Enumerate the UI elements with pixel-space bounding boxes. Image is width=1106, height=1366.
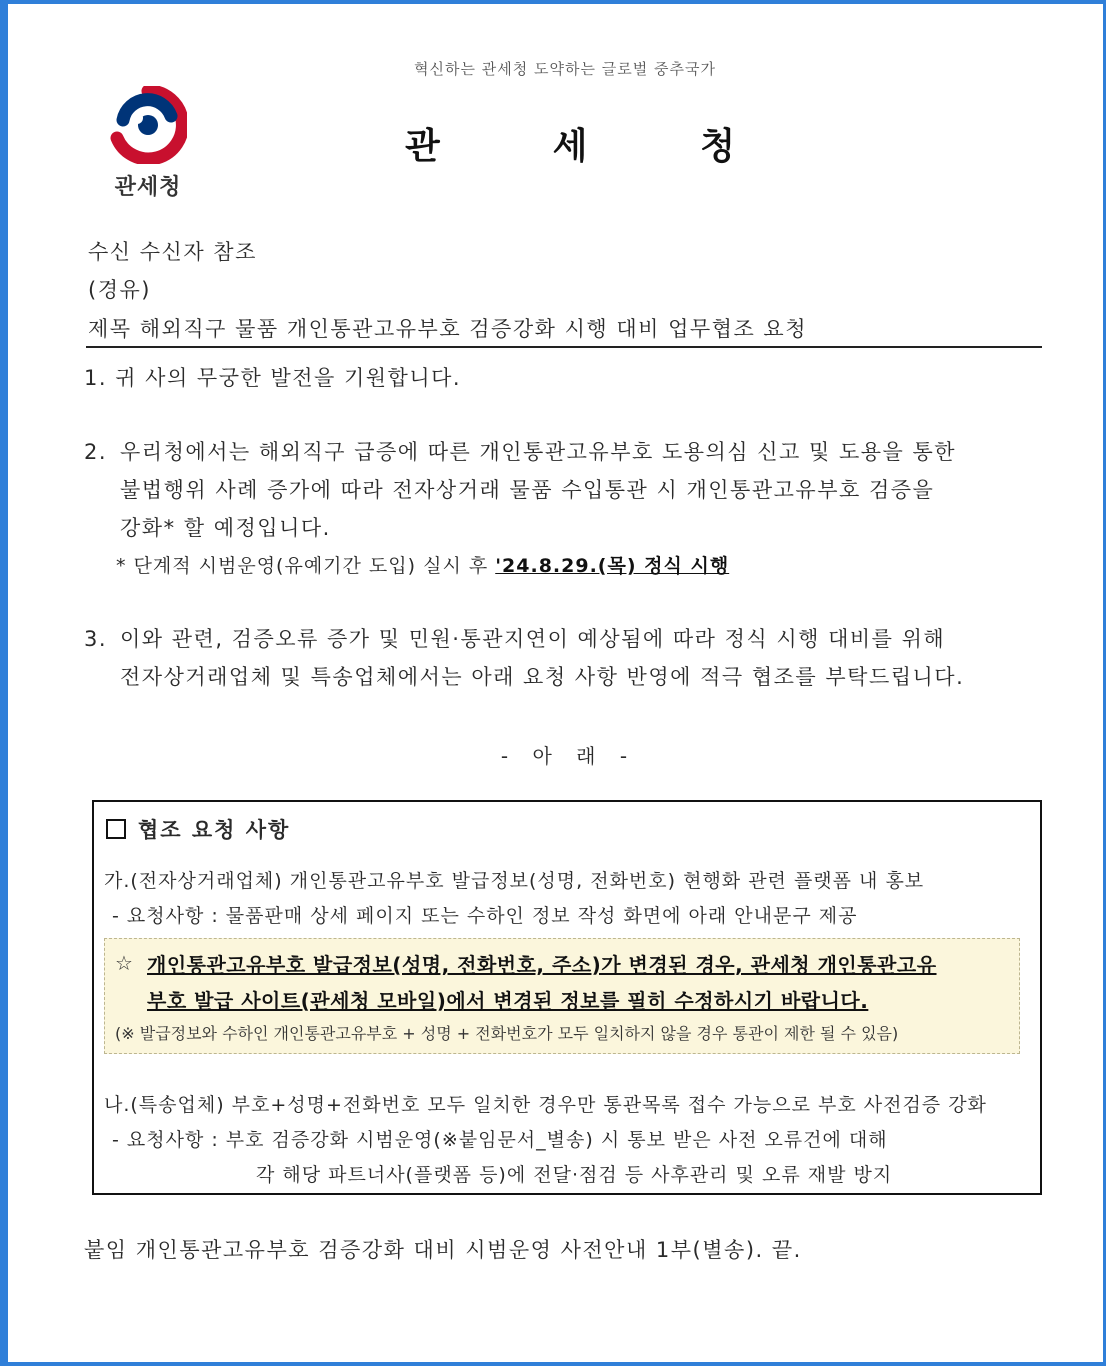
paragraph-line: 불법행위 사례 증가에 따라 전자상거래 물품 수입통관 시 개인통관고유부호 검증을 <box>120 478 935 502</box>
item-b-request: - 요청사항 : 부호 검증강화 시범운영(※붙임문서_별송) 시 통보 받은 사전 오류건에 대해 <box>112 1129 888 1151</box>
notice-remark: (※ 발급정보와 수하인 개인통관고유부호 + 성명 + 전화번호가 모두 일치하지 않을 경우 통관이 제한 될 수 있음) <box>115 1024 899 1043</box>
notice-box <box>104 938 1020 1054</box>
below-heading: - 아 래 - <box>500 744 630 768</box>
paragraph-2 <box>84 433 1044 547</box>
star-icon: ☆ <box>115 951 133 975</box>
item-b: 나.(특송업체) 부호+성명+전화번호 모두 일치한 경우만 통관목록 접수 가능으로 부호 사전검증 강화 <box>104 1094 987 1116</box>
footnote-text: * 단계적 시범운영(유예기간 도입) 실시 후 <box>116 555 496 577</box>
notice-line: 개인통관고유부호 발급정보(성명, 전화번호, 주소)가 변경된 경우, 관세청 개인통관고유 <box>147 953 937 977</box>
item-a: 가.(전자상거래업체) 개인통관고유부호 발급정보(성명, 전화번호) 현행화 관련 플랫폼 내 홍보 <box>104 870 925 892</box>
paragraph-line: 전자상거래업체 및 특송업체에서는 아래 요청 사항 반영에 적극 협조를 부탁드립니다. <box>120 665 965 689</box>
frame-bottom <box>0 1362 1106 1366</box>
paragraph-line: 강화* 할 예정입니다. <box>120 516 331 540</box>
paragraph-number: 2. <box>84 440 108 464</box>
box-title-text: 협조 요청 사항 <box>138 818 291 842</box>
frame-left <box>0 0 8 1366</box>
box-title <box>106 814 290 844</box>
attachment-line: 붙임 개인통관고유부호 검증강화 대비 시범운영 사전안내 1부(별송). 끝. <box>84 1238 802 1262</box>
paragraph-1: 1. 귀 사의 무궁한 발전을 기원합니다. <box>84 366 462 390</box>
paragraph-line: 우리청에서는 해외직구 급증에 따른 개인통관고유부호 도용의심 신고 및 도용을 통한 <box>120 440 957 464</box>
agency-name <box>405 118 735 169</box>
agency-logo <box>100 86 196 201</box>
via: (경유) <box>88 278 151 302</box>
subject-divider <box>86 346 1042 348</box>
slogan: 혁신하는 관세청 도약하는 글로벌 중추국가 <box>414 60 716 78</box>
paragraph-line: 이와 관련, 검증오류 증가 및 민원·통관지연이 예상됨에 따라 정식 시행 대비를 위해 <box>120 627 946 651</box>
footnote <box>116 551 729 578</box>
agency-char: 세 <box>552 126 588 167</box>
agency-char: 청 <box>700 126 735 167</box>
paragraph-3 <box>84 620 1044 696</box>
item-a-request: - 요청사항 : 물품판매 상세 페이지 또는 수하인 정보 작성 화면에 아래 안내문구 제공 <box>112 905 858 927</box>
notice-line: 부호 발급 사이트(관세청 모바일)에서 변경된 정보를 필히 수정하시기 바랍니다. <box>147 989 869 1013</box>
taegeuk-emblem-icon <box>109 86 187 164</box>
agency-char: 관 <box>405 126 440 167</box>
frame-top <box>0 0 1106 4</box>
subject: 제목 해외직구 물품 개인통관고유부호 검증강화 시행 대비 업무협조 요청 <box>88 317 807 341</box>
checkbox-icon <box>106 819 126 839</box>
logo-text: 관세청 <box>114 175 182 200</box>
cooperation-request-box <box>92 800 1042 1195</box>
item-b-request-cont: 각 해당 파트너사(플랫폼 등)에 전달·점검 등 사후관리 및 오류 재발 방지 <box>256 1164 893 1186</box>
paragraph-number: 3. <box>84 627 108 651</box>
recipient: 수신 수신자 참조 <box>88 240 257 264</box>
footnote-date: '24.8.29.(목) 정식 시행 <box>495 555 730 577</box>
